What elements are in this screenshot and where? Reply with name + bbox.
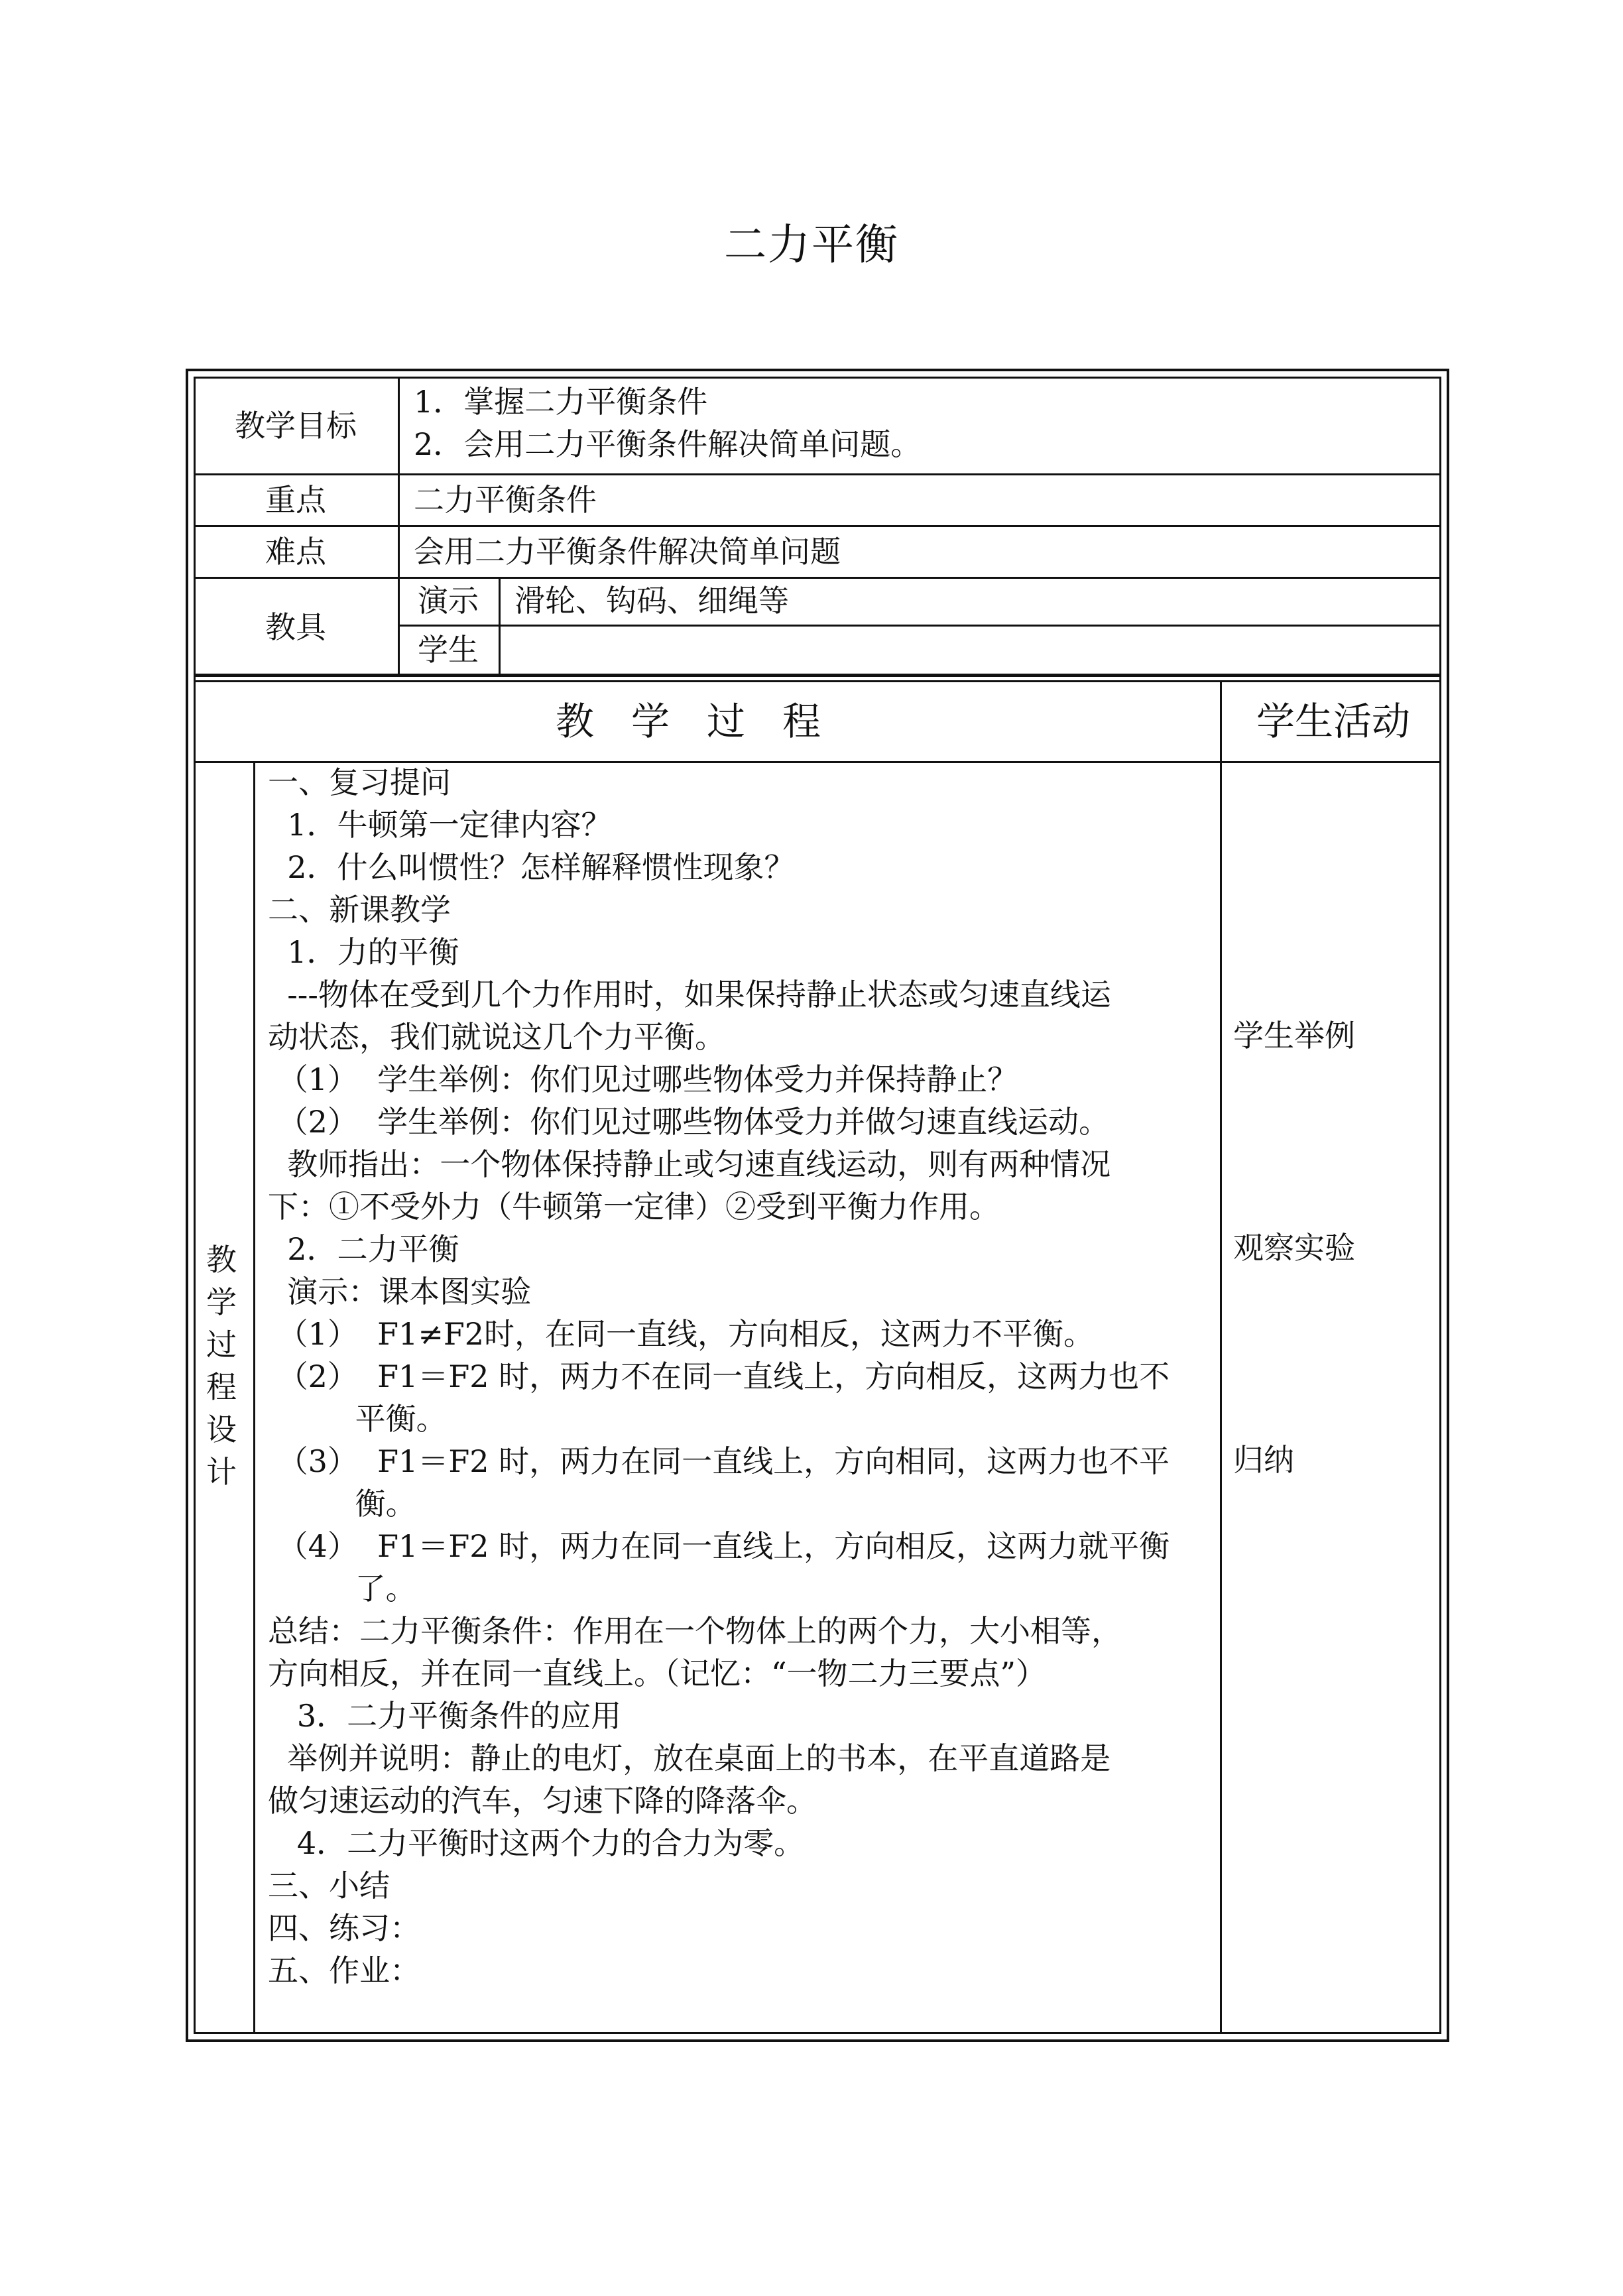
process-line: 动状态，我们就说这几个力平衡。	[268, 1019, 725, 1055]
process-line: 二、新课教学	[268, 892, 451, 928]
demo-label: 演示	[418, 583, 479, 619]
side-label-divider	[253, 761, 255, 2034]
difficulty-value: 会用二力平衡条件解决简单问题	[414, 534, 841, 570]
process-line: 总结：二力平衡条件：作用在一个物体上的两个力，大小相等，	[268, 1613, 1122, 1649]
side-label-char: 计	[206, 1454, 237, 1490]
table-border-bottom	[194, 2032, 1441, 2034]
row-divider	[398, 625, 1441, 627]
process-line: 一、复习提问	[268, 764, 451, 800]
process-side-label	[202, 1239, 241, 1493]
activity-item: 归纳	[1233, 1442, 1294, 1478]
process-line: 1．力的平衡	[268, 934, 459, 970]
process-line: 1．牛顿第一定律内容？	[268, 807, 612, 843]
process-line: 演示：课本图实验	[268, 1274, 532, 1309]
side-label-char: 程	[206, 1369, 237, 1405]
process-line: （3） F1＝F2 时，两力在同一直线上，方向相同，这两力也不平	[268, 1443, 1170, 1479]
student-label: 学生	[418, 632, 479, 668]
side-label-char: 设	[206, 1412, 237, 1447]
key-point-label: 重点	[265, 482, 326, 518]
table-border-top	[194, 377, 1441, 379]
side-label-char: 教	[206, 1242, 237, 1278]
process-content	[268, 761, 1223, 1992]
activity-header: 学生活动	[1256, 699, 1410, 744]
process-line: 平衡。	[268, 1401, 447, 1437]
process-line: 方向相反，并在同一直线上。（记忆：“一物二力三要点”）	[268, 1656, 1047, 1691]
process-line: （2） 学生举例：你们见过哪些物体受力并做匀速直线运动。	[268, 1104, 1110, 1140]
row-divider	[194, 525, 1441, 527]
objectives-label: 教学目标	[235, 408, 357, 444]
row-divider	[194, 473, 1441, 475]
tools-label: 教具	[265, 609, 326, 645]
process-line: 下：①不受外力（牛顿第一定律）②受到平衡力作用。	[268, 1189, 1000, 1225]
process-line: （4） F1＝F2 时，两力在同一直线上，方向相反，这两力就平衡	[268, 1528, 1170, 1564]
section-divider	[194, 680, 1441, 682]
process-line: 四、练习：	[268, 1910, 420, 1946]
activity-item: 学生举例	[1233, 1018, 1355, 1054]
process-line: （1） F1≠F2时，在同一直线，方向相反，这两力不平衡。	[268, 1316, 1095, 1352]
process-line: 3．二力平衡条件的应用	[268, 1698, 622, 1734]
activity-item: 观察实验	[1233, 1230, 1355, 1266]
row-divider	[194, 577, 1441, 579]
process-line: （2） F1＝F2 时，两力不在同一直线上，方向相反，这两力也不	[268, 1359, 1170, 1394]
process-header: 教学过程	[555, 699, 858, 744]
tools-subcolumn-divider	[499, 577, 501, 675]
lesson-plan-table	[186, 369, 1449, 2042]
section-divider	[194, 674, 1441, 677]
process-line: （1） 学生举例：你们见过哪些物体受力并保持静止？	[268, 1061, 1018, 1097]
objective-2: 2．会用二力平衡条件解决简单问题。	[414, 426, 922, 462]
page-title: 二力平衡	[724, 221, 899, 270]
process-line: 衡。	[268, 1486, 416, 1522]
process-line: 举例并说明：静止的电灯，放在桌面上的书本，在平直道路是	[268, 1740, 1111, 1776]
key-point-value: 二力平衡条件	[414, 482, 597, 518]
difficulty-label: 难点	[265, 534, 326, 570]
process-line: 4．二力平衡时这两个力的合力为零。	[268, 1825, 805, 1861]
demo-value: 滑轮、钩码、细绳等	[514, 583, 789, 619]
side-label-char: 过	[206, 1327, 237, 1362]
process-line: 五、作业：	[268, 1953, 420, 1988]
process-line: 2．什么叫惯性？怎样解释惯性现象？	[268, 849, 795, 885]
process-line: 三、小结	[268, 1868, 390, 1903]
objective-1: 1．掌握二力平衡条件	[414, 384, 708, 420]
process-line: 2．二力平衡	[268, 1231, 459, 1267]
table-border-right	[1439, 377, 1441, 2034]
process-line: 做匀速运动的汽车，匀速下降的降落伞。	[268, 1783, 817, 1819]
process-line: 教师指出：一个物体保持静止或匀速直线运动，则有两种情况	[268, 1146, 1111, 1182]
process-line: ---物体在受到几个力作用时，如果保持静止状态或匀速直线运	[268, 977, 1111, 1012]
side-label-char: 学	[206, 1284, 237, 1320]
process-line: 了。	[268, 1571, 416, 1606]
